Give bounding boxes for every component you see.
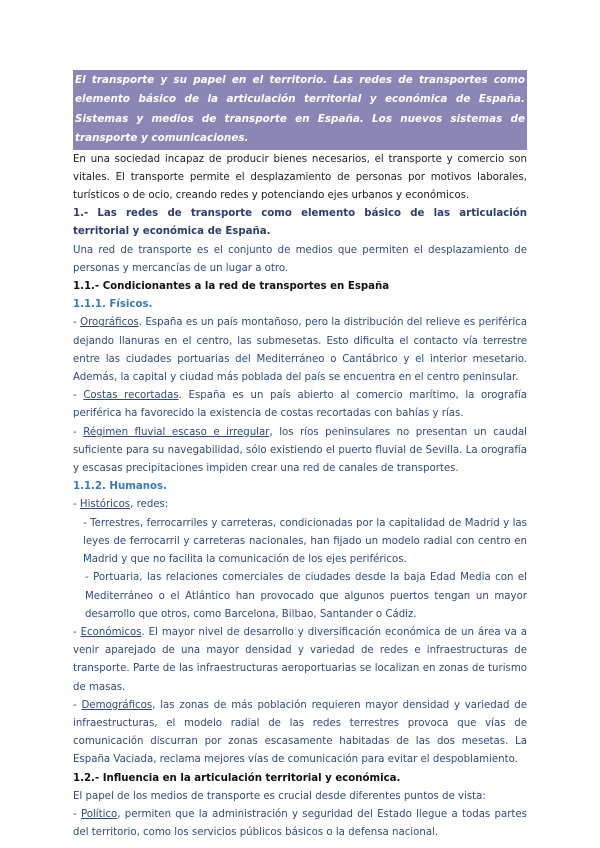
historicos-dash: - — [73, 499, 80, 511]
regimen-term: Régimen fluvial escaso e irregular — [83, 426, 270, 438]
costas-paragraph — [73, 387, 527, 423]
section-1-1-1-heading: 1.1.1. Físicos. — [73, 299, 153, 311]
document-content — [73, 70, 527, 842]
demograficos-paragraph — [73, 697, 527, 770]
historicos-term: Históricos — [79, 499, 131, 511]
section-1-1-2-heading: 1.1.2. Humanos. — [73, 481, 167, 493]
economicos-text: . El mayor nivel de desarrollo y diversificación económica de un área va a venir aparejado de una mayor densidad y variedad de redes e infraestructuras de transporte. Parte de las infraestructuras aeroportuarias se localizan en zonas de turismo de masas. — [73, 626, 527, 693]
orograficos-text: . España es un país montañoso, pero la distribución del relieve es periférica dejando llanuras en el centro, las submesetas. Esto dificulta el contacto vía terrestre entre las ciudades portuarias del Mediterráneo o Cantábrico y el interior mesetario. Además, la capital y ciudad más poblada del país se encuentra en el centro peninsular. — [73, 317, 527, 384]
orograficos-paragraph — [73, 314, 527, 387]
historicos-paragraph — [73, 496, 527, 514]
orograficos-dash: - — [73, 317, 81, 329]
demograficos-text: , las zonas de más población requieren mayor densidad y variedad de infraestructuras, el modelo radial de las redes terrestres provoca que vías de comunicación discurran por zonas escasamente habitadas de las dos mesetas. La España Vaciada, reclama mejores vías de comunicación para evitar el despoblamiento. — [73, 699, 527, 766]
orograficos-term: Orográficos — [80, 317, 139, 329]
economicos-paragraph — [73, 624, 527, 697]
politico-dash: - — [73, 808, 81, 820]
regimen-text: , los ríos peninsulares no presentan un caudal suficiente para su navegabilidad, sólo existiendo el puerto fluvial de Sevilla. La orografía y escasas precipitaciones impiden crear una red de canales de transportes. — [73, 426, 528, 475]
section-1-2-paragraph: El papel de los medios de transporte es crucial desde diferentes puntos de vista: — [73, 790, 486, 802]
regimen-dash: - — [73, 426, 84, 438]
regimen-paragraph — [73, 424, 527, 479]
costas-dash: - — [73, 390, 84, 402]
politico-paragraph — [73, 806, 527, 842]
historicos-portuaria-paragraph: - Portuaria, las relaciones comerciales de ciudades desde la baja Edad Media con el Mediterráneo o el Atlántico han provocado que algunos puertos tengan un mayor desarrollo que otros, como Barcelona, Bilbao, Santander o Cádiz. — [85, 572, 527, 620]
economicos-term: Económicos — [80, 626, 142, 638]
economicos-dash: - — [73, 626, 81, 638]
politico-term: Político — [80, 808, 118, 820]
historicos-text: , redes: — [130, 499, 169, 511]
section-1-1-heading: 1.1.- Condicionantes a la red de transportes en España — [73, 281, 390, 293]
section-1-heading: 1.- Las redes de transporte como elemento básico de las articulación territorial y económica de España. — [73, 208, 527, 238]
section-1-2-heading: 1.2.- Influencia en la articulación territorial y económica. — [73, 772, 401, 784]
section-1-paragraph: Una red de transporte es el conjunto de medios que permiten el desplazamiento de personas y mercancías de un lugar a otro. — [73, 244, 527, 274]
historicos-terrestres-paragraph: - Terrestres, ferrocarriles y carreteras, condicionadas por la capitalidad de Madrid y las leyes de ferrocarril y carreteras nacionales, han fijado un modelo radial con centro en Madrid y que no facilita la comunicación de los ejes periféricos. — [83, 517, 527, 566]
costas-text: . España es un país abierto al comercio marítimo, la orografía periférica ha favorecido la existencia de costas recortadas con bahías y rías. — [73, 390, 528, 420]
intro-paragraph: En una sociedad incapaz de producir bienes necesarios, el transporte y comercio son vitales. El transporte permite el desplazamiento de personas por motivos laborales, turísticos o de ocio, creando redes y potenciando ejes urbanos y económicos. — [73, 153, 527, 202]
highlighted-title: El transporte y su papel en el territorio. Las redes de transportes como elemento básico de la articulación territorial y económica de España. Sistemas y medios de transporte en España. Los nuevos sistemas de transporte y comunicaciones. — [73, 70, 527, 150]
costas-term: Costas recortadas — [83, 390, 179, 402]
demograficos-dash: - — [73, 699, 82, 711]
politico-text: , permiten que la administración y seguridad del Estado llegue a todas partes del territorio, como los servicios públicos básicos o la defensa nacional. — [73, 808, 527, 839]
demograficos-term: Demográficos — [81, 699, 153, 711]
